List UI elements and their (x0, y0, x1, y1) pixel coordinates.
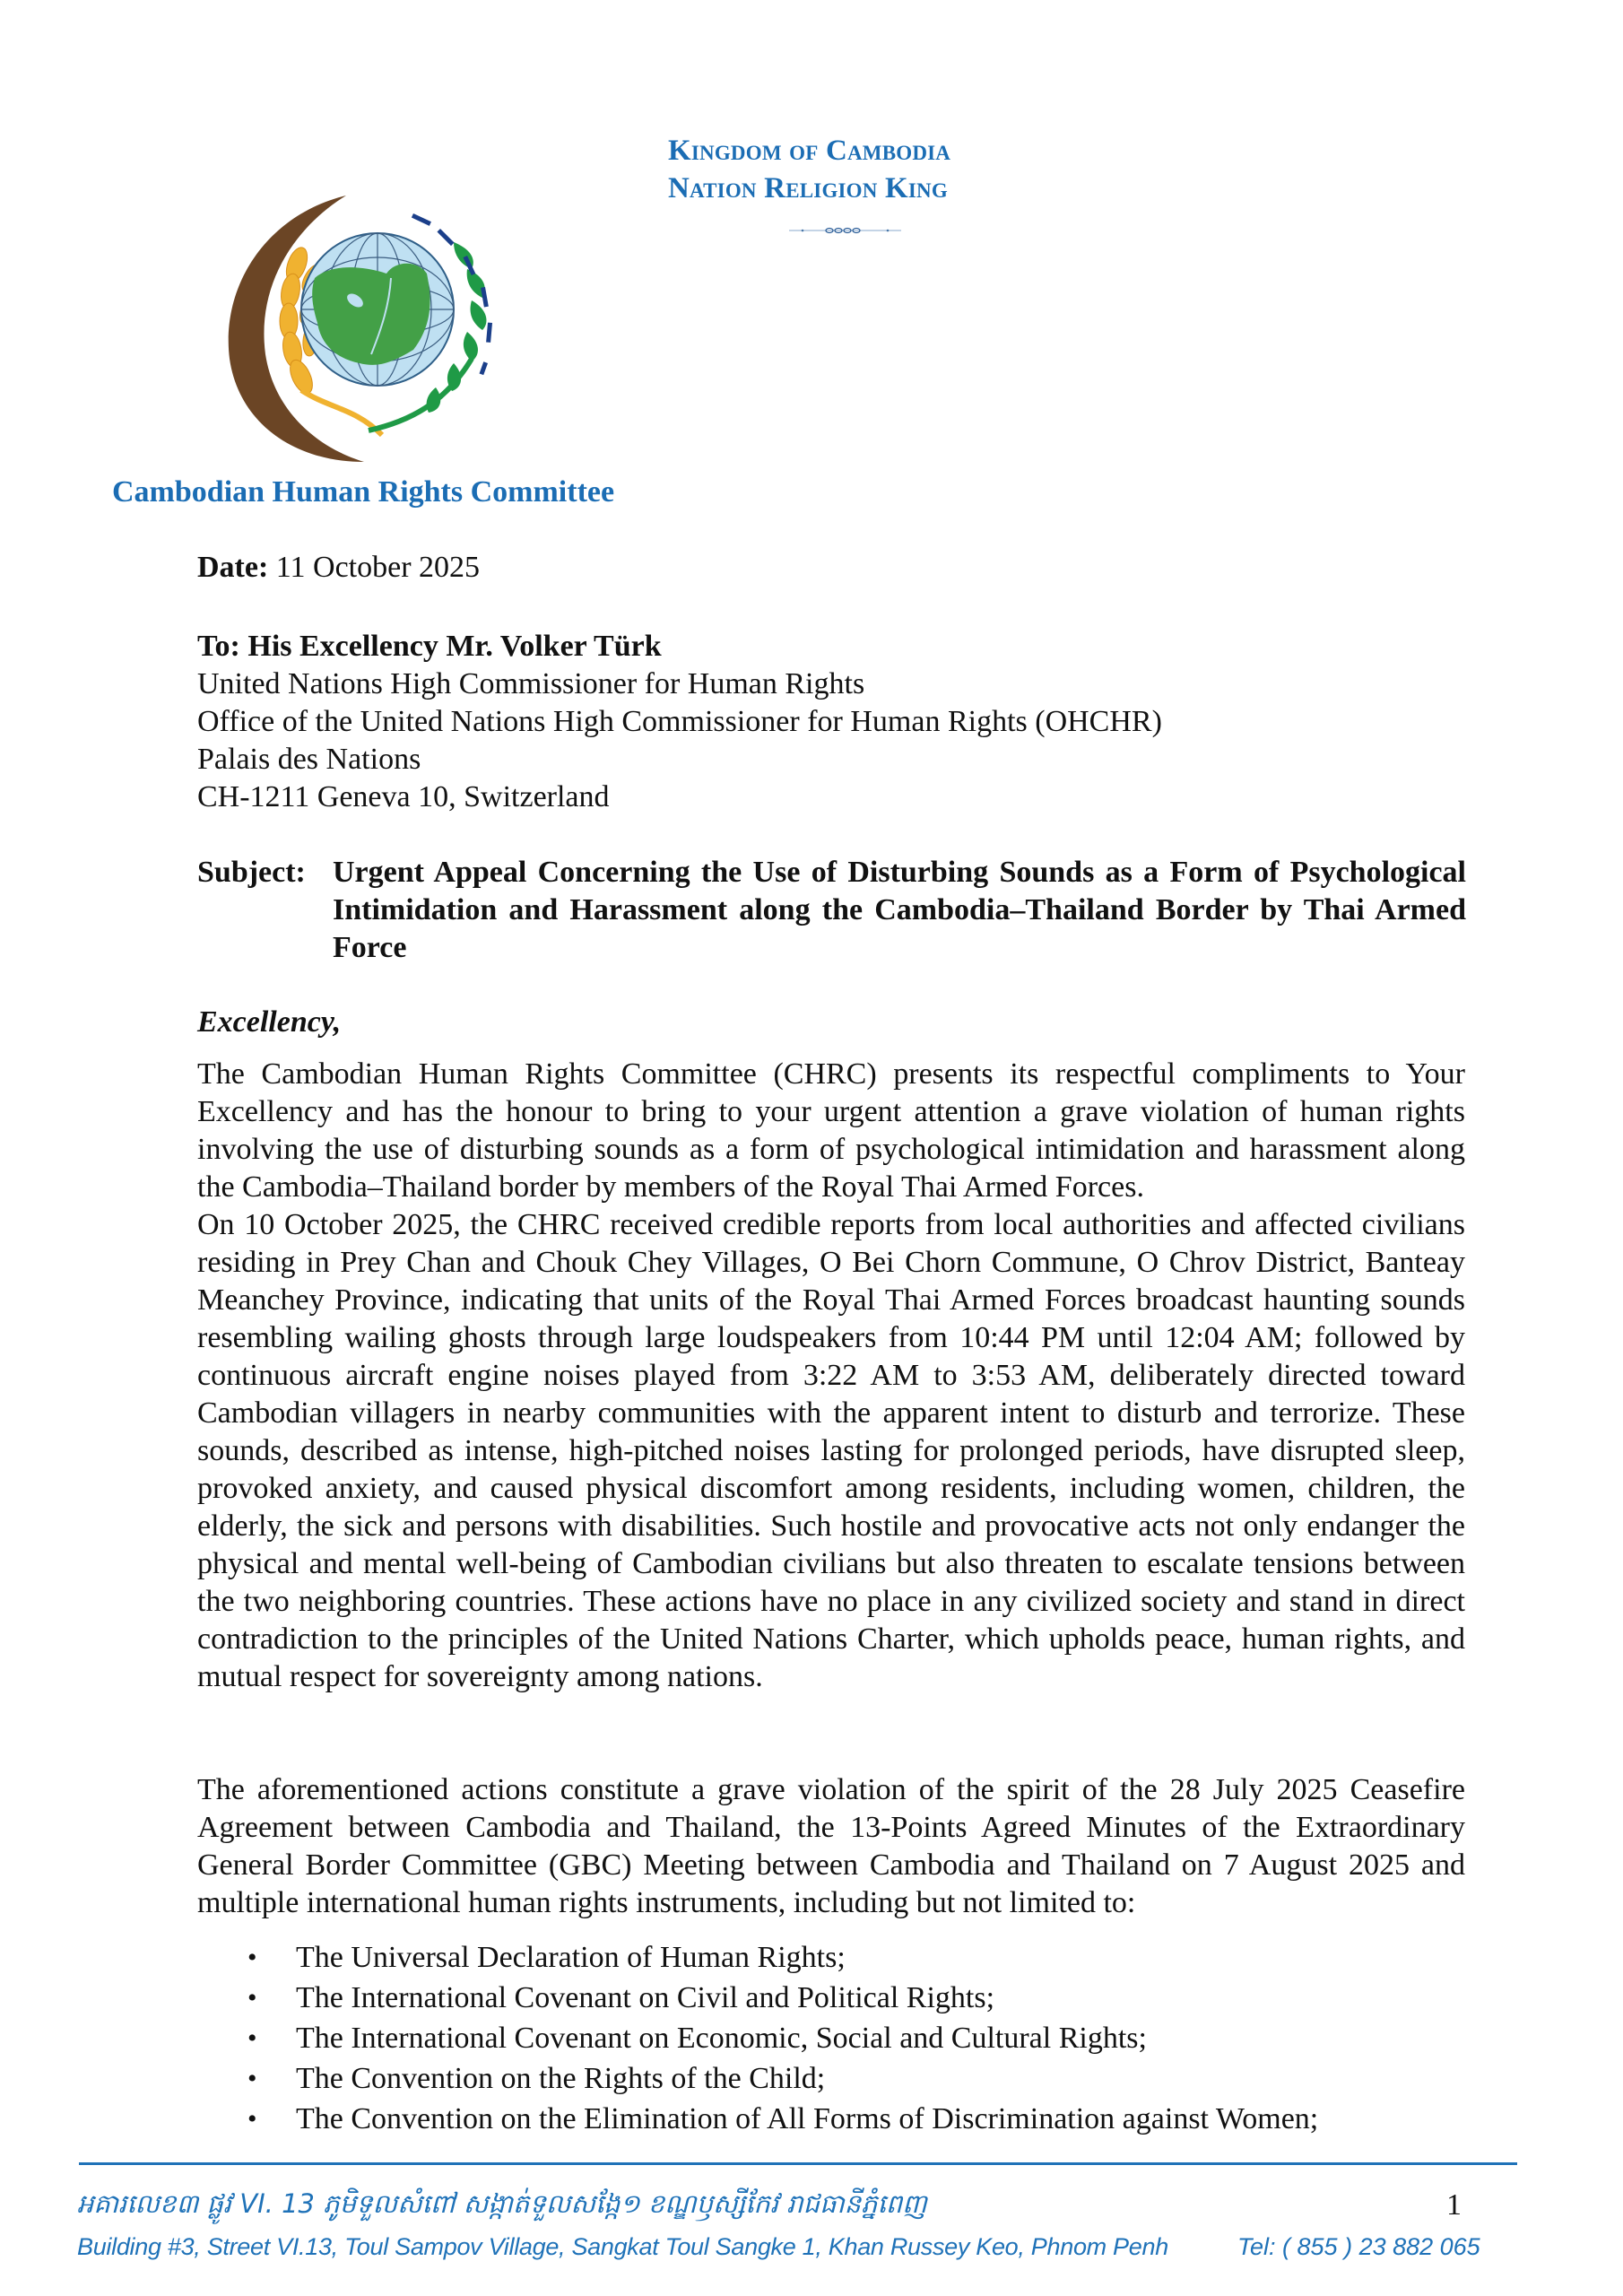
bullet-icon: • (247, 2104, 257, 2134)
date-value: 11 October 2025 (275, 551, 481, 584)
list-item-text: The Universal Declaration of Human Rights; (296, 1941, 846, 1974)
organization-name: Cambodian Human Rights Committee (112, 475, 615, 509)
list-item-text: The Convention on the Rights of the Child; (296, 2062, 826, 2095)
bullet-icon: • (247, 1943, 257, 1972)
paragraph-violations: The aforementioned actions constitute a grave violation of the spirit of the 28 July 2025 Ceasefire Agreement between Cambodia and Thailand, the 13-Points Agreed Minutes of the Extraordinary General Border Committee (GBC) Meeting between Cambodia and Thailand on 7 August 2025 and multiple international human rights instruments, including but not limited to: (197, 1773, 1465, 1919)
paragraph-incident-report: On 10 October 2025, the CHRC received credible reports from local authorities and affected civilians residing in Prey Chan and Chouk Chey Villages, O Bei Chorn Commune, O Chrov District, Banteay Meanchey Province, indicating that units of the Royal Thai Armed Forces broadcast haunting sounds resembling wailing ghosts through large loudspeakers from 10:44 PM until 12:04 AM; followed by continuous aircraft engine noises played from 3:22 AM to 3:53 AM, deliberately directed toward Cambodian villagers in nearby communities with the apparent intent to disturb and terrorize. These sounds, described as intense, high-pitched noises lasting for prolonged periods, have disrupted sleep, provoked anxiety, and caused physical discomfort among residents, including women, children, the elderly, the sick and persons with disabilities. Such hostile and provocative acts not only endanger the physical and mental well-being of Cambodian civilians but also threaten to escalate tensions between the two neighboring countries. These actions have no place in any civilized society and stand in direct contradiction to the principles of the United Nations Charter, which upholds peace, human rights, and mutual respect for sovereignty among nations. (197, 1208, 1465, 1693)
letter-date (197, 549, 480, 587)
footer-divider (79, 2162, 1517, 2165)
subject-block (197, 854, 1466, 967)
recipient-building: Palais des Nations (197, 743, 421, 776)
page-number: 1 (1446, 2188, 1462, 2222)
salutation: Excellency, (197, 1005, 342, 1039)
instruments-list (197, 1937, 1471, 2139)
header-kingdom-title: Kingdom of Cambodia (668, 135, 951, 167)
recipient-title: United Nations High Commissioner for Human Rights (197, 667, 865, 700)
header-ornament-divider (789, 227, 901, 234)
recipient-city: CH-1211 Geneva 10, Switzerland (197, 780, 610, 813)
list-item-text: The Convention on the Elimination of All Forms of Discrimination against Women; (296, 2102, 1319, 2135)
list-item (197, 2099, 1471, 2139)
bullet-icon: • (247, 2064, 257, 2093)
list-item-text: The International Covenant on Economic, Social and Cultural Rights; (296, 2022, 1147, 2055)
header-motto: Nation Religion King (668, 172, 948, 204)
recipient-block (197, 628, 1471, 816)
list-item (197, 1978, 1471, 2018)
subject-text: Urgent Appeal Concerning the Use of Disturbing Sounds as a Form of Psychological Intimidation and Harassment along the Cambodia–Thailand Border by Thai Armed Force (333, 856, 1466, 964)
list-item (197, 2058, 1471, 2099)
bullet-icon: • (247, 1983, 257, 2013)
recipient-name: To: His Excellency Mr. Volker Türk (197, 630, 662, 663)
date-label: Date: (197, 551, 269, 584)
list-item-text: The International Covenant on Civil and Political Rights; (296, 1981, 995, 2014)
paragraph-introduction: The Cambodian Human Rights Committee (CHRC) presents its respectful compliments to Your Excellency and has the honour to bring to your urgent attention a grave violation of human rights involving the use of disturbing sounds as a form of psychological intimidation and harassment along the Cambodia–Thailand border by members of the Royal Thai Armed Forces. (197, 1057, 1465, 1204)
chrc-logo-icon (212, 179, 525, 466)
recipient-office: Office of the United Nations High Commissioner for Human Rights (OHCHR) (197, 705, 1162, 738)
footer-address-english: Building #3, Street VI.13, Toul Sampov Village, Sangkat Toul Sangke 1, Khan Russey Keo, Phnom Penh (77, 2233, 1168, 2260)
list-item (197, 2018, 1471, 2058)
footer-telephone: Tel: ( 855 ) 23 882 065 (1237, 2233, 1480, 2260)
footer-address-khmer: អគារលេខ៣ ផ្លូវ VI. 13 ភូមិទួលសំពៅ សង្កាត់ទួលសង្កែ១ ខណ្ឌឫស្សីកែវ រាជធានីភ្នំពេញ (77, 2188, 927, 2219)
bullet-icon: • (247, 2023, 257, 2053)
list-item (197, 1937, 1471, 1978)
subject-label: Subject: (197, 856, 306, 889)
